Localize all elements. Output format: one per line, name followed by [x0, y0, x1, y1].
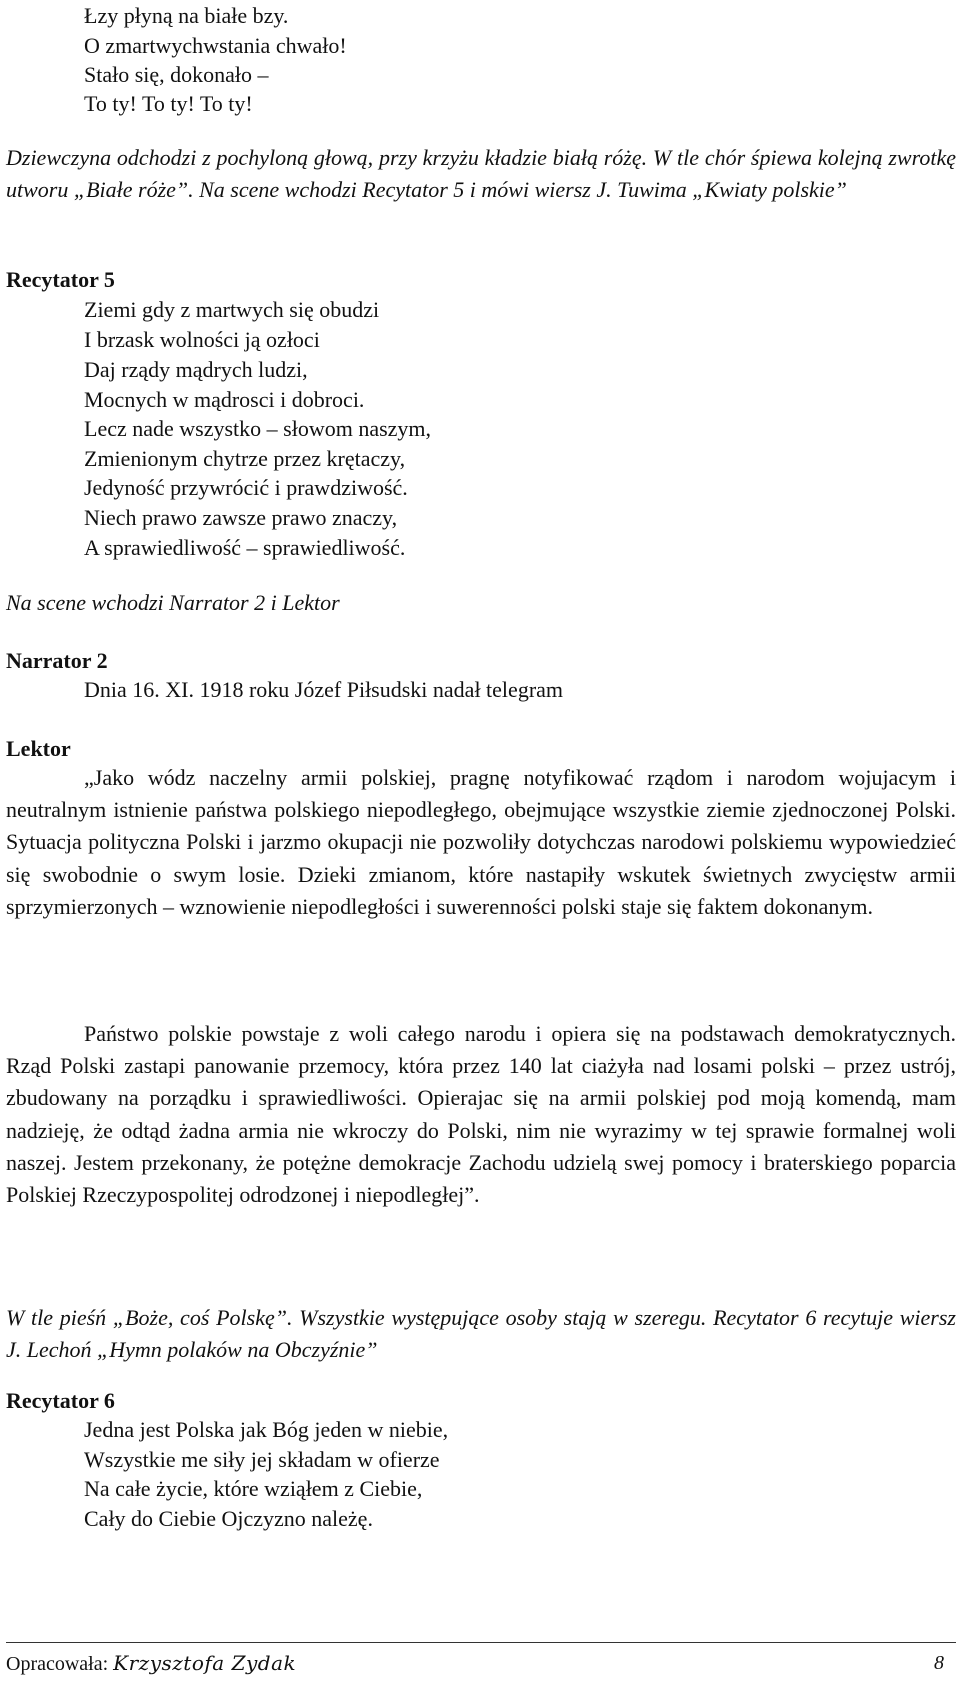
verse-line: Na całe życie, które wziąłem z Ciebie, [84, 1476, 423, 1501]
speaker-heading: Recytator 6 [6, 1388, 115, 1413]
footer-divider [6, 1642, 956, 1643]
telegram-paragraph: „Jako wódz naczelny armii polskiej, pragnę notyfikować rządom i narodom wojujacym i neutralnym istnienie państwa polskiego niepodległego, obejmujące wszystkie ziemie zjednoczonej Polski. Sytuacja polityczna Polski i jarzmo okupacji nie pozwoliły dotychczas narodowi polskiemu wypowiedzieć się swobodnie o swym losie. Dzieki zmianom, które nastapiły wskutek świetnych zwycięstw armii sprzymierzonych – wznowienie niepodległości i suwerenności polski staje się faktem dokonanym. [6, 765, 956, 919]
stage-direction: W tle pieśń „Boże, coś Polskę”. Wszystkie występujące osoby stają w szeregu. Recytator 6 recytuje wiersz J. Lechoń „Hymn polaków na Obczyźnie” [6, 1305, 956, 1363]
footer-author: Krzysztofa Zydak [113, 1651, 297, 1675]
verse-line: Łzy płyną na białe bzy. [84, 3, 289, 28]
verse-line: Stało się, dokonało – [84, 62, 269, 87]
speaker-heading: Narrator 2 [6, 648, 108, 673]
verse-line: To ty! To ty! To ty! [84, 91, 253, 116]
narration-line: Dnia 16. XI. 1918 roku Józef Piłsudski nadał telegram [84, 677, 564, 702]
stage-direction: Na scene wchodzi Narrator 2 i Lektor [6, 590, 340, 615]
verse-line: Daj rządy mądrych ludzi, [84, 357, 308, 382]
verse-line: Ziemi gdy z martwych się obudzi [84, 297, 380, 322]
speaker-heading: Recytator 5 [6, 267, 115, 292]
footer-credit [6, 1650, 296, 1677]
footer-label: Opracowała: [6, 1653, 109, 1675]
verse-line: Jedna jest Polska jak Bóg jeden w niebie, [84, 1417, 449, 1442]
verse-line: Zmienionym chytrze przez krętaczy, [84, 446, 406, 471]
verse-line: A sprawiedliwość – sprawiedliwość. [84, 535, 406, 560]
stage-direction: Dziewczyna odchodzi z pochyloną głową, przy krzyżu kładzie białą różę. W tle chór śpiewa kolejną zwrotkę utworu „Białe róże”. Na scene wchodzi Recytator 5 i mówi wiersz J. Tuwima „Kwiaty polskie” [6, 145, 956, 203]
verse-line: Cały do Ciebie Ojczyzno należę. [84, 1506, 373, 1531]
verse-line: Lecz nade wszystko – słowom naszym, [84, 416, 432, 441]
page-number: 8 [934, 1652, 944, 1674]
verse-line: Mocnych w mądrosci i dobroci. [84, 387, 365, 412]
verse-line: I brzask wolności ją ozłoci [84, 327, 320, 352]
telegram-paragraph: Państwo polskie powstaje z woli całego narodu i opiera się na podstawach demokratycznych. Rząd Polski zastapi panowanie przemocy, która przez 140 lat ciażyła nad losami polski – przez ustrój, zbudowany na porządku i sprawiedliwości. Opierajac się na armii polskiej pod moją komendą, mam nadzieję, że odtąd żadna armia nie wkroczy do Polski, nim nie wyrazimy w tej sprawie formalnej woli naszej. Jestem przekonany, że potężne demokracje Zachodu udzielą swej pomocy i braterskiego poparcia Polskiej Rzeczypospolitej odrodzonej i niepodległej”. [6, 1021, 956, 1208]
verse-line: O zmartwychwstania chwało! [84, 33, 347, 58]
verse-line: Wszystkie me siły jej składam w ofierze [84, 1447, 440, 1472]
speaker-heading: Lektor [6, 736, 71, 761]
verse-line: Jedyność przywrócić i prawdziwość. [84, 475, 408, 500]
verse-line: Niech prawo zawsze prawo znaczy, [84, 505, 398, 530]
